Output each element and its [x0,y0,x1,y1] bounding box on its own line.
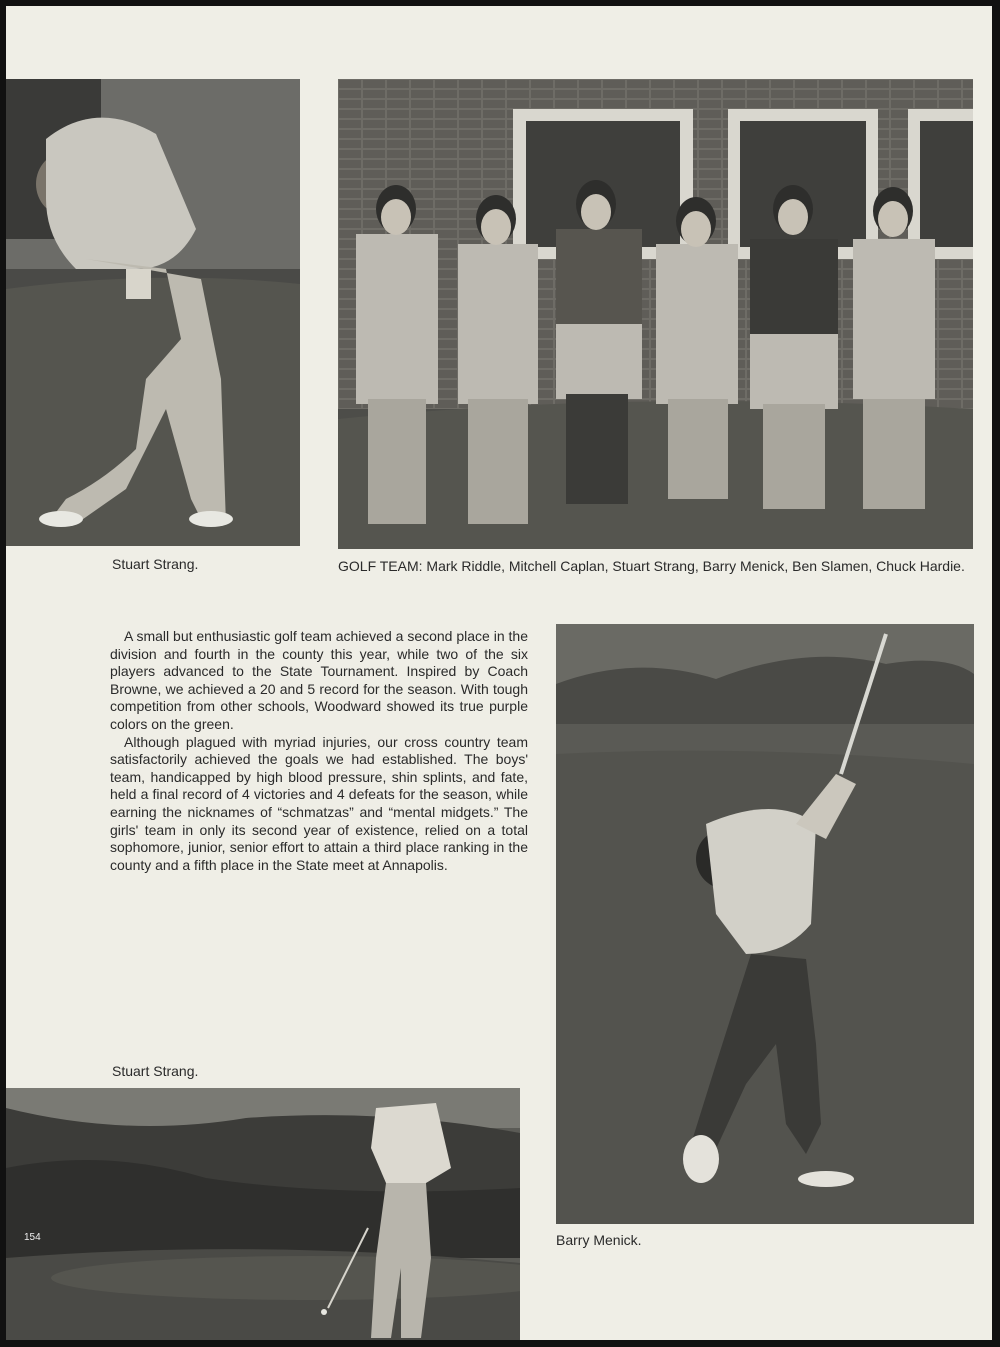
photo-golf-team [338,79,973,549]
article-body [110,628,528,874]
page-number: 154 [24,1232,41,1243]
photo-stuart-strang-putting [6,1088,520,1340]
photo-barry-menick [556,624,974,1224]
caption-golf-team: GOLF TEAM: Mark Riddle, Mitchell Caplan, Stuart Strang, Barry Menick, Ben Slamen, Chuck Hardie. [338,558,965,574]
article-paragraph-cross-country: Although plagued with myriad injuries, our cross country team satisfactorily achieved the goals we had established. The boys' team, handicapped by high blood pressure, shin splints, and fate, held a final record of 4 victories and 4 defeats for the season, while earning the nicknames of “schmatzas” and “mental midgets.” The girls' team in only its second year of existence, relied on a total sophomore, junior, senior effort to attain a third place ranking in the county and a fifth place in the State meet at Annapolis. [110,733,528,873]
caption-stuart-strang-top: Stuart Strang. [112,556,199,572]
article-paragraph-golf: A small but enthusiastic golf team achieved a second place in the division and fourth in the county this year, while two of the six players advanced to the State Tournament. Inspired by Coach Browne, we achieved a 20 and 5 record for the season. With tough competition from other schools, Woodward showed its true purple colors on the green. [110,628,528,732]
photo-stuart-strang-swing [6,79,300,546]
yearbook-page [6,6,992,1340]
caption-barry-menick: Barry Menick. [556,1232,642,1248]
caption-stuart-strang-bottom: Stuart Strang. [112,1063,199,1079]
